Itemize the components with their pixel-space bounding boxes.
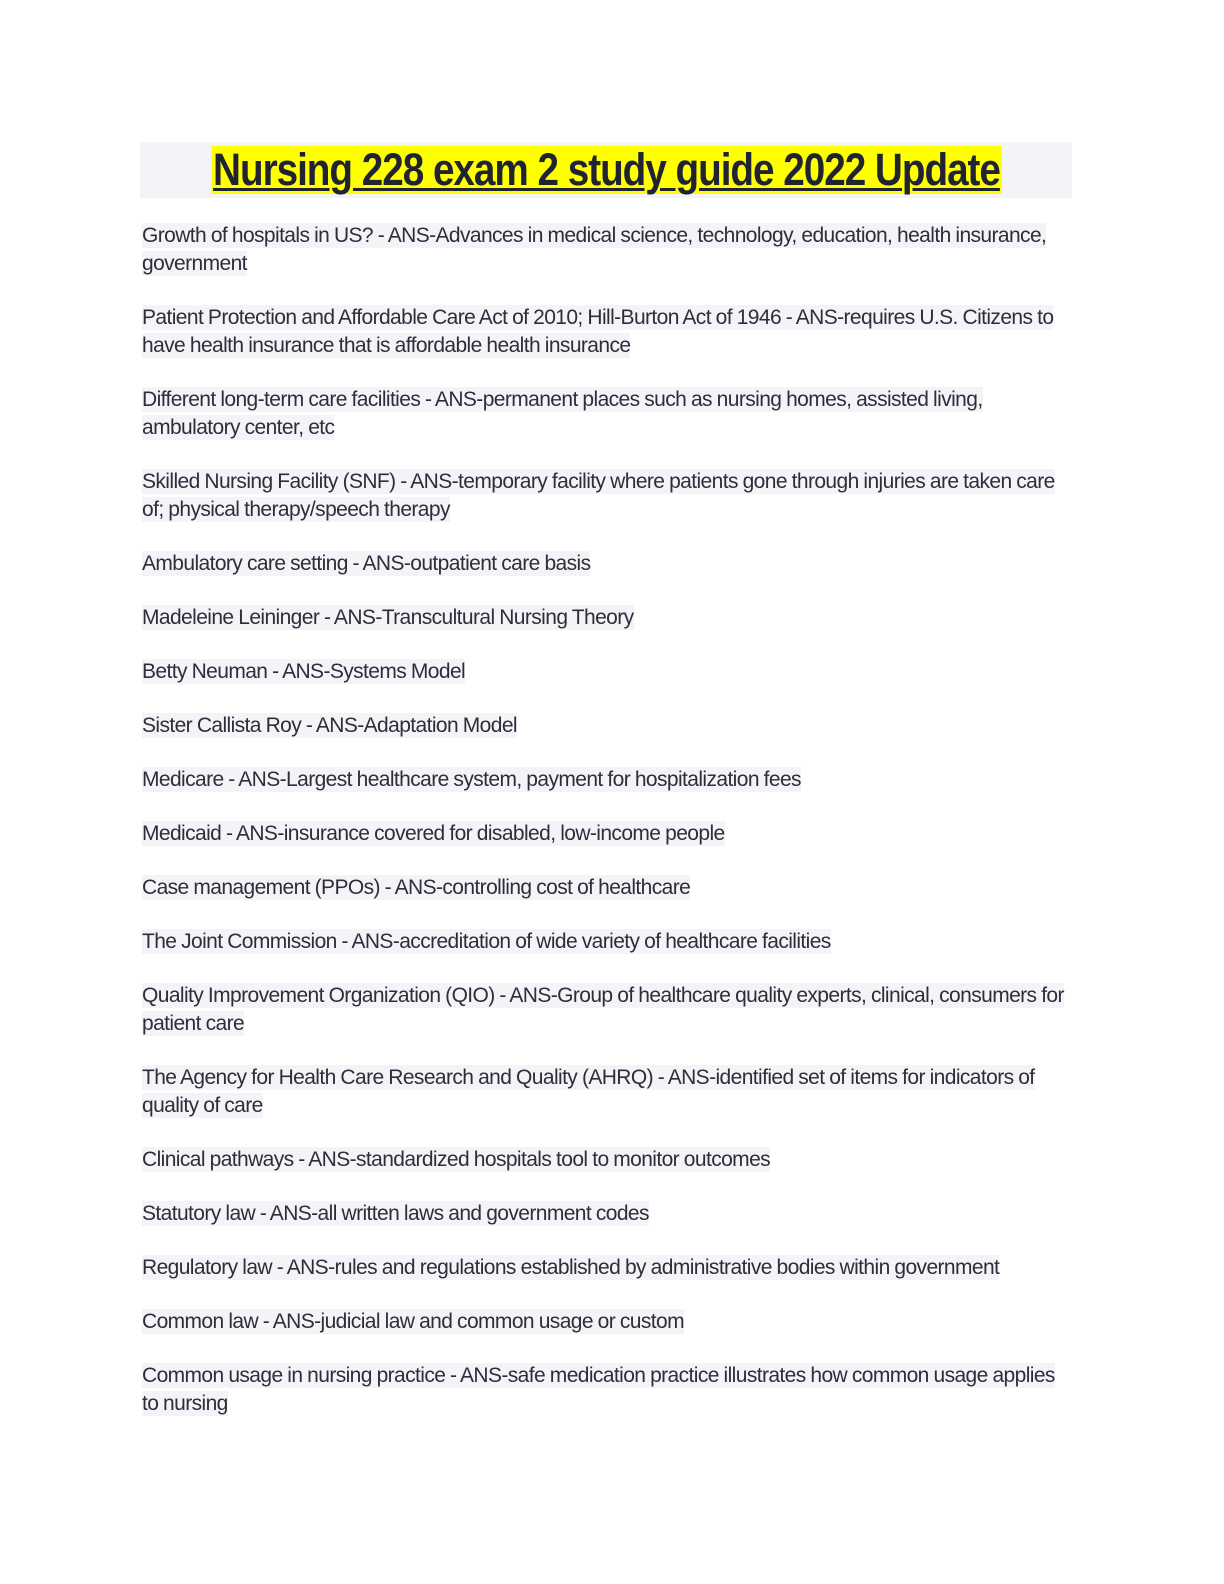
entry-text: Sister Callista Roy - ANS-Adaptation Model: [142, 714, 517, 737]
title-band: [140, 142, 1072, 198]
entry-text: Madeleine Leininger - ANS-Transcultural Nursing Theory: [142, 606, 634, 629]
list-item: [142, 982, 1072, 1038]
list-item: [142, 1362, 1072, 1418]
list-item: [142, 766, 1072, 794]
list-item: [142, 820, 1072, 848]
entry-text: Growth of hospitals in US? - ANS-Advances in medical science, technology, education, health insurance, government: [142, 224, 1047, 275]
list-item: [142, 1064, 1072, 1120]
list-item: [142, 712, 1072, 740]
list-item: [142, 1308, 1072, 1336]
entry-text: Betty Neuman - ANS-Systems Model: [142, 660, 466, 683]
list-item: [142, 222, 1072, 278]
entry-text: Regulatory law - ANS-rules and regulations established by administrative bodies within government: [142, 1256, 1000, 1279]
list-item: [142, 604, 1072, 632]
entry-text: Medicare - ANS-Largest healthcare system, payment for hospitalization fees: [142, 768, 801, 791]
entry-text: Patient Protection and Affordable Care Act of 2010; Hill-Burton Act of 1946 - ANS-requires U.S. Citizens to have health insurance that is affordable health insurance: [142, 306, 1054, 357]
entry-text: The Joint Commission - ANS-accreditation of wide variety of healthcare facilities: [142, 930, 831, 953]
entry-text: Quality Improvement Organization (QIO) - ANS-Group of healthcare quality experts, clinical, consumers for patient care: [142, 984, 1064, 1035]
entry-text: Skilled Nursing Facility (SNF) - ANS-temporary facility where patients gone through injuries are taken care of; physical therapy/speech therapy: [142, 470, 1055, 521]
entry-text: Statutory law - ANS-all written laws and government codes: [142, 1202, 649, 1225]
list-item: [142, 928, 1072, 956]
page-title: Nursing 228 exam 2 study guide 2022 Update: [212, 144, 1000, 195]
entry-text: Case management (PPOs) - ANS-controlling cost of healthcare: [142, 876, 691, 899]
list-item: [142, 1254, 1072, 1282]
list-item: [142, 1146, 1072, 1174]
list-item: [142, 468, 1072, 524]
entry-list: [142, 222, 1072, 1444]
entry-text: Common law - ANS-judicial law and common usage or custom: [142, 1310, 684, 1333]
list-item: [142, 658, 1072, 686]
entry-text: Ambulatory care setting - ANS-outpatient care basis: [142, 552, 591, 575]
entry-text: Different long-term care facilities - ANS-permanent places such as nursing homes, assisted living, ambulatory center, etc: [142, 388, 983, 439]
entry-text: The Agency for Health Care Research and Quality (AHRQ) - ANS-identified set of items for indicators of quality of care: [142, 1066, 1035, 1117]
list-item: [142, 874, 1072, 902]
entry-text: Clinical pathways - ANS-standardized hospitals tool to monitor outcomes: [142, 1148, 771, 1171]
list-item: [142, 1200, 1072, 1228]
list-item: [142, 304, 1072, 360]
entry-text: Medicaid - ANS-insurance covered for disabled, low-income people: [142, 822, 725, 845]
list-item: [142, 386, 1072, 442]
list-item: [142, 550, 1072, 578]
entry-text: Common usage in nursing practice - ANS-safe medication practice illustrates how common usage applies to nursing: [142, 1364, 1055, 1415]
